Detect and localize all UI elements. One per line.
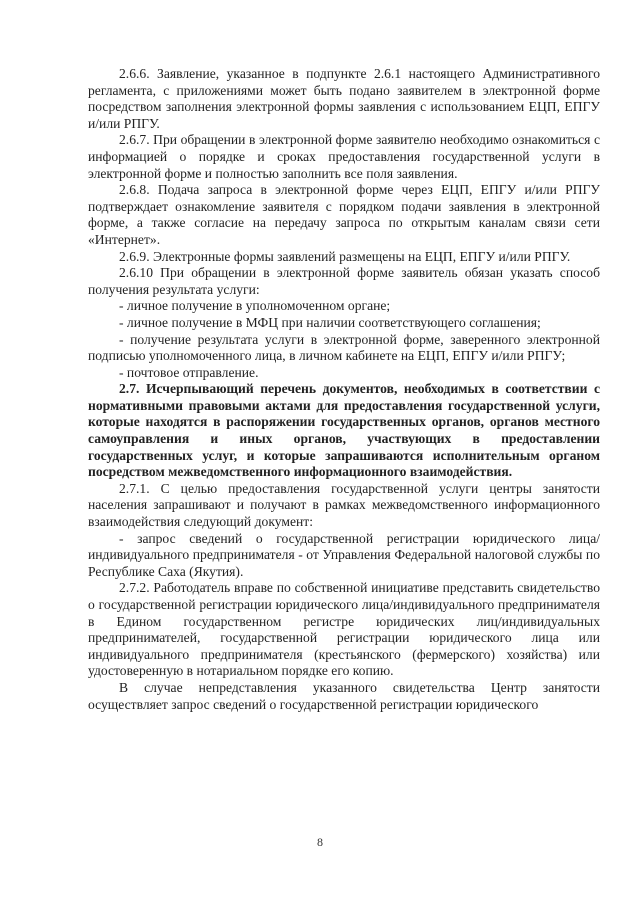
paragraph-2-6-9: 2.6.9. Электронные формы заявлений размещены на ЕЦП, ЕПГУ и/или РПГУ.	[119, 248, 571, 264]
list-item: - почтовое отправление.	[119, 364, 259, 380]
paragraph-2-7-1: 2.7.1. С целью предоставления государственной услуги центры занятости населения запрашивают и получают в рамках межведомственного информационного взаимодействия следующий документ:	[88, 480, 600, 530]
section-heading-2-7: 2.7. Исчерпывающий перечень документов, необходимых в соответствии с нормативными правовыми актами для предоставления государственной услуги, которые находятся в распоряжении государственных органов, органов местного самоуправления и иных органов, участвующих в предоставлении государственных услуг, и которые запрашиваются исполнительным органом посредством межведомственного информационного взаимодействия.	[88, 381, 600, 480]
paragraph-2-6-10: 2.6.10 При обращении в электронной форме заявитель обязан указать способ получения результата услуги:	[88, 265, 600, 297]
document-body	[88, 66, 600, 713]
paragraph-2-7-1-request: - запрос сведений о государственной регистрации юридического лица/индивидуального предпринимателя - от Управления Федеральной налоговой службы по Республике Саха (Якутия).	[88, 530, 600, 579]
paragraph-2-7-3: В случае непредставления указанного свидетельства Центр занятости осуществляет запрос сведений о государственной регистрации юридического	[88, 679, 600, 712]
page-number: 8	[317, 835, 323, 849]
paragraph-2-7-2: 2.7.2. Работодатель вправе по собственной инициативе представить свидетельство о государственной регистрации юридического лица/индивидуального предпринимателя в Едином государственном регистре юридических лиц/индивидуальных предпринимателей, государственной регистрации юридического лица или индивидуального предпринимателя (крестьянского (фермерского) хозяйства) или удостоверенную в нотариальном порядке его копию.	[88, 580, 600, 679]
paragraph-2-6-6: 2.6.6. Заявление, указанное в подпункте 2.6.1 настоящего Административного регламента, с приложениями может быть подано заявителем в электронной форме посредством заполнения электронной формы заявления с использованием ЕЦП, ЕПГУ и/или РПГУ.	[88, 66, 600, 131]
list-item: - личное получение в уполномоченном органе;	[119, 298, 391, 314]
list-item: - личное получение в МФЦ при наличии соответствующего соглашения;	[119, 314, 541, 330]
paragraph-2-6-7: 2.6.7. При обращении в электронной форме заявителю необходимо ознакомиться с информацией о порядке и сроках предоставления государственной услуги в электронной форме и полностью заполнить все поля заявления.	[88, 132, 600, 181]
list-item: - получение результата услуги в электронной форме, заверенного электронной подписью уполномоченного лица, в личном кабинете на ЕЦП, ЕПГУ и/или РПГУ;	[88, 331, 600, 364]
paragraph-2-6-8: 2.6.8. Подача запроса в электронной форме через ЕЦП, ЕПГУ и/или РПГУ подтверждает ознакомление заявителя с порядком подачи заявления в электронной форме, а также согласие на передачу запроса по открытым каналам связи сети «Интернет».	[88, 182, 600, 247]
